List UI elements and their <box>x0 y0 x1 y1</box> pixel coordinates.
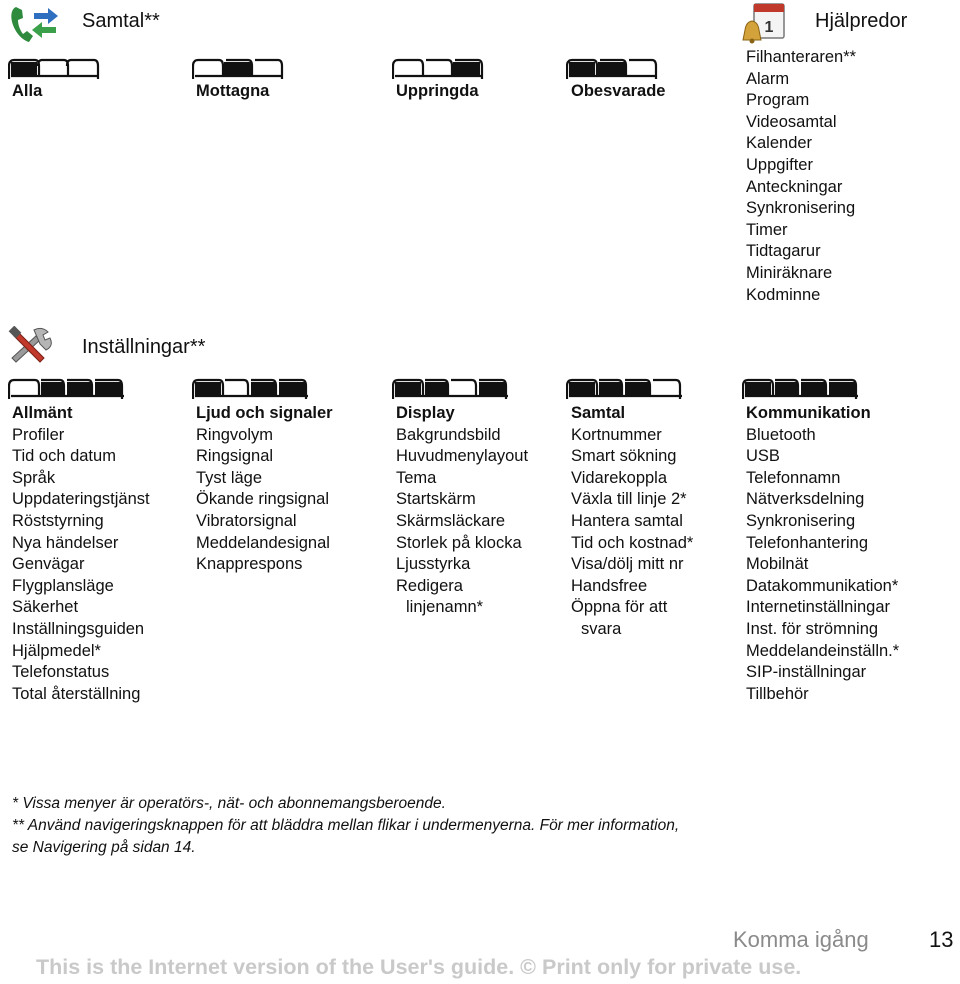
list-item: Kodminne <box>746 285 821 304</box>
list-item: Total återställning <box>12 684 141 703</box>
organizer-list <box>746 47 856 306</box>
tab-strip-general <box>8 376 128 404</box>
settings-column-connectivity <box>746 403 899 705</box>
list-item: Synkronisering <box>746 199 856 218</box>
tab-strip-dialled <box>392 56 487 84</box>
list-item: Vidarekoppla <box>571 468 668 487</box>
tab-dialled: Uppringda <box>396 82 479 100</box>
settings-icon <box>6 326 56 366</box>
watermark: This is the Internet version of the User's guide. © Print only for private use. <box>36 955 802 979</box>
tab-strip-calls <box>566 376 686 404</box>
list-item: Synkronisering <box>746 511 856 530</box>
list-item: Meddelandesignal <box>196 533 330 552</box>
list-item: Hantera samtal <box>571 511 683 530</box>
list-item: Tyst läge <box>196 468 263 487</box>
list-item: Handsfree <box>571 576 648 595</box>
list-item: Uppdateringstjänst <box>12 490 150 509</box>
tab-label-received <box>196 81 269 103</box>
tab-strip-sounds <box>192 376 312 404</box>
column-heading: Kommunikation <box>746 404 871 422</box>
footnote-operator: * Vissa menyer är operatörs-, nät- och abonnemangsberoende. <box>12 795 446 812</box>
settings-column-general <box>12 403 150 705</box>
column-heading: Allmänt <box>12 404 73 422</box>
list-item: Flygplansläge <box>12 576 114 595</box>
list-item: Ringvolym <box>196 425 274 444</box>
list-item: Datakommunikation* <box>746 576 899 595</box>
list-item: Videosamtal <box>746 112 837 131</box>
settings-title: Inställningar** <box>82 336 206 358</box>
list-item: Smart sökning <box>571 447 677 466</box>
list-item: Telefonstatus <box>12 663 110 682</box>
column-heading: Ljud och signaler <box>196 404 333 422</box>
calls-icon <box>8 3 60 45</box>
settings-column-calls <box>571 403 693 641</box>
list-item: SIP-inställningar <box>746 663 867 682</box>
list-item: Vibratorsignal <box>196 511 297 530</box>
tab-strip-connectivity <box>742 376 862 404</box>
footnote-navigation-cont: se Navigering på sidan 14. <box>12 839 196 856</box>
list-item: linjenamn* <box>406 598 484 617</box>
list-item: Redigera <box>396 576 463 595</box>
list-item: Kalender <box>746 134 813 153</box>
list-item: Bluetooth <box>746 425 816 444</box>
footnotes <box>12 793 679 859</box>
list-item: Uppgifter <box>746 155 813 174</box>
list-item: Tillbehör <box>746 684 809 703</box>
tab-strip-all <box>8 56 103 84</box>
list-item: Filhanteraren** <box>746 48 857 66</box>
calls-title: Samtal** <box>82 10 160 32</box>
list-item: Nya händelser <box>12 533 119 552</box>
list-item: Visa/dölj mitt nr <box>571 555 684 574</box>
footnote-navigation: ** Använd navigeringsknappen för att bläddra mellan flikar i undermenyerna. För mer information, <box>12 817 680 834</box>
svg-text:1: 1 <box>764 19 774 36</box>
tab-strip-display <box>392 376 512 404</box>
column-heading: Display <box>396 404 455 422</box>
list-item: Ljusstyrka <box>396 555 471 574</box>
list-item: Telefonnamn <box>746 468 841 487</box>
list-item: Genvägar <box>12 555 85 574</box>
settings-column-display <box>396 403 528 619</box>
list-item: Ökande ringsignal <box>196 490 329 509</box>
tab-label-missed <box>571 81 665 103</box>
list-item: Telefonhantering <box>746 533 869 552</box>
tab-label-dialled <box>396 81 479 103</box>
list-item: Tema <box>396 468 437 487</box>
list-item: svara <box>581 619 622 638</box>
settings-column-sounds <box>196 403 333 576</box>
list-item: USB <box>746 447 780 466</box>
section-name: Komma igång <box>733 927 869 952</box>
list-item: Miniräknare <box>746 263 833 282</box>
list-item: Anteckningar <box>746 177 843 196</box>
list-item: Hjälpmedel* <box>12 641 101 660</box>
list-item: Startskärm <box>396 490 476 509</box>
list-item: Skärmsläckare <box>396 511 506 530</box>
list-item: Tid och kostnad* <box>571 533 694 552</box>
organizer-title: Hjälpredor <box>815 10 908 32</box>
list-item: Bakgrundsbild <box>396 425 501 444</box>
list-item: Tidtagarur <box>746 242 821 261</box>
list-item: Öppna för att <box>571 598 668 617</box>
tab-strip-missed <box>566 56 661 84</box>
list-item: Huvudmenylayout <box>396 447 529 466</box>
list-item: Nätverksdelning <box>746 490 865 509</box>
tab-all: Alla <box>12 82 43 100</box>
list-item: Profiler <box>12 425 65 444</box>
list-item: Säkerhet <box>12 598 79 617</box>
list-item: Meddelandeinställn.* <box>746 641 900 660</box>
list-item: Program <box>746 91 810 110</box>
tab-received: Mottagna <box>196 82 270 100</box>
list-item: Kortnummer <box>571 425 662 444</box>
list-item: Växla till linje 2* <box>571 490 687 509</box>
list-item: Knapprespons <box>196 555 303 574</box>
list-item: Språk <box>12 468 56 487</box>
list-item: Storlek på klocka <box>396 533 522 552</box>
list-item: Röststyrning <box>12 511 104 530</box>
tab-label-all <box>12 81 42 103</box>
list-item: Alarm <box>746 69 790 88</box>
list-item: Timer <box>746 220 788 239</box>
tab-strip-received <box>192 56 287 84</box>
list-item: Inställningsguiden <box>12 619 145 638</box>
list-item: Ringsignal <box>196 447 274 466</box>
list-item: Inst. för strömning <box>746 619 879 638</box>
column-heading: Samtal <box>571 404 626 422</box>
list-item: Mobilnät <box>746 555 809 574</box>
organizer-icon <box>740 0 786 44</box>
tab-missed: Obesvarade <box>571 82 666 100</box>
page-number: 13 <box>929 927 954 952</box>
list-item: Tid och datum <box>12 447 116 466</box>
list-item: Internetinställningar <box>746 598 891 617</box>
